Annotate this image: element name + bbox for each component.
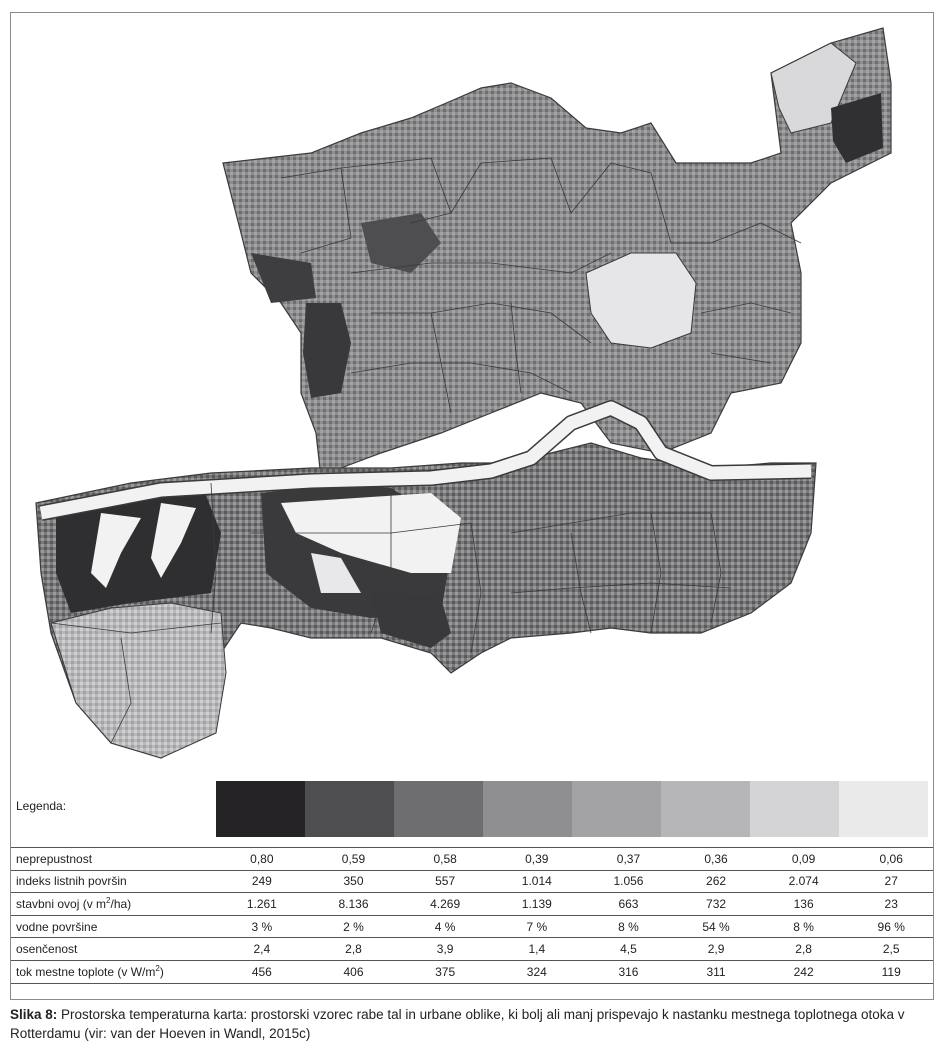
statistics-table xyxy=(11,847,933,984)
row-label: osenčenost xyxy=(11,938,216,961)
figure-frame xyxy=(10,12,934,1000)
table-cell: 0,59 xyxy=(308,848,400,871)
table-cell: 406 xyxy=(308,960,400,983)
table-row xyxy=(11,915,933,938)
table-cell: 4.269 xyxy=(399,893,491,916)
table-cell: 96 % xyxy=(849,915,933,938)
row-label-sup: 2 xyxy=(106,896,111,906)
legend-swatch-1 xyxy=(216,781,305,837)
table-row xyxy=(11,960,933,983)
table-cell: 262 xyxy=(674,870,758,893)
table-row xyxy=(11,848,933,871)
table-cell: 350 xyxy=(308,870,400,893)
table-row xyxy=(11,938,933,961)
table-cell: 456 xyxy=(216,960,308,983)
table-cell: 2,8 xyxy=(308,938,400,961)
table-cell: 324 xyxy=(491,960,583,983)
table-cell: 8.136 xyxy=(308,893,400,916)
table-cell: 23 xyxy=(849,893,933,916)
table-cell: 136 xyxy=(758,893,850,916)
caption-label: Slika 8: xyxy=(10,1007,58,1022)
table-cell: 0,36 xyxy=(674,848,758,871)
row-label: vodne površine xyxy=(11,915,216,938)
table-cell: 3 % xyxy=(216,915,308,938)
table-cell: 0,58 xyxy=(399,848,491,871)
table-cell: 1.014 xyxy=(491,870,583,893)
port-dark-3 xyxy=(371,593,451,648)
table-row xyxy=(11,893,933,916)
legend-swatch-6 xyxy=(661,781,750,837)
table-cell: 54 % xyxy=(674,915,758,938)
caption-text: Prostorska temperaturna karta: prostorski vzorec rabe tal in urbane oblike, ki bolj ali manj prispevajo k nastanku mestnega toplotnega otoka v Rotterdamu (vir: van der Hoeven in Wandl, 2015c) xyxy=(10,1007,905,1041)
table-cell: 0,39 xyxy=(491,848,583,871)
legend-label: Legenda: xyxy=(16,799,67,813)
table-cell: 2 % xyxy=(308,915,400,938)
table-cell: 4 % xyxy=(399,915,491,938)
temperature-map xyxy=(11,13,933,778)
table-cell: 0,06 xyxy=(849,848,933,871)
table-cell: 1.261 xyxy=(216,893,308,916)
table-cell: 4,5 xyxy=(583,938,675,961)
table-cell: 2,5 xyxy=(849,938,933,961)
figure-caption xyxy=(10,1005,935,1043)
legend-swatch-7 xyxy=(750,781,839,837)
row-label-main: tok mestne toplote (v W/m xyxy=(16,965,156,980)
row-label-main: stavbni ovoj (v m xyxy=(16,897,107,912)
table-cell: 732 xyxy=(674,893,758,916)
table-cell: 1,4 xyxy=(491,938,583,961)
table-cell: 2,9 xyxy=(674,938,758,961)
row-label: neprepustnost xyxy=(11,848,216,871)
table-cell: 663 xyxy=(583,893,675,916)
row-label-sup: 2 xyxy=(155,964,160,974)
row-label: indeks listnih površin xyxy=(11,870,216,893)
table-cell: 242 xyxy=(758,960,850,983)
table-cell: 557 xyxy=(399,870,491,893)
row-label xyxy=(11,960,216,983)
table-cell: 316 xyxy=(583,960,675,983)
table-cell: 0,37 xyxy=(583,848,675,871)
table-cell: 2,8 xyxy=(758,938,850,961)
row-label xyxy=(11,893,216,916)
table-cell: 8 % xyxy=(583,915,675,938)
row-label-tail: ) xyxy=(159,965,164,980)
table-cell: 249 xyxy=(216,870,308,893)
table-cell: 0,09 xyxy=(758,848,850,871)
table-row xyxy=(11,870,933,893)
table-cell: 2.074 xyxy=(758,870,850,893)
row-label-tail: /ha) xyxy=(110,897,132,912)
legend-swatch-4 xyxy=(483,781,572,837)
table-cell: 8 % xyxy=(758,915,850,938)
legend-swatch-8 xyxy=(839,781,928,837)
table-cell: 7 % xyxy=(491,915,583,938)
legend-swatch-2 xyxy=(305,781,394,837)
table-cell: 1.056 xyxy=(583,870,675,893)
table-cell: 119 xyxy=(849,960,933,983)
table-cell: 0,80 xyxy=(216,848,308,871)
table-cell: 27 xyxy=(849,870,933,893)
legend xyxy=(11,781,933,847)
table-cell: 375 xyxy=(399,960,491,983)
table-cell: 3,9 xyxy=(399,938,491,961)
table-cell: 2,4 xyxy=(216,938,308,961)
legend-swatch-3 xyxy=(394,781,483,837)
table-cell: 1.139 xyxy=(491,893,583,916)
legend-swatch-5 xyxy=(572,781,661,837)
table-cell: 311 xyxy=(674,960,758,983)
